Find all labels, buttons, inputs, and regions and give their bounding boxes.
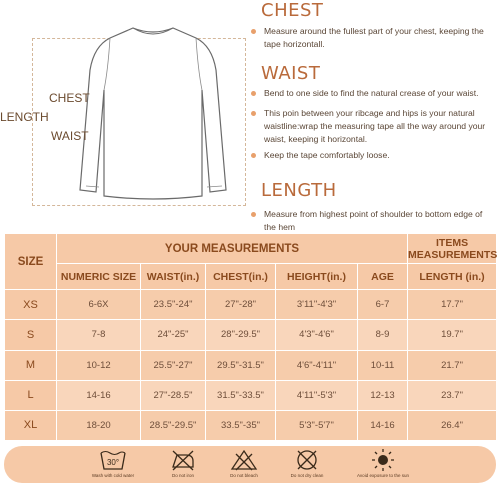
size-cell: L (5, 380, 57, 410)
bullet-dot-icon (251, 29, 256, 34)
measurement-guide (0, 0, 500, 232)
table-row (5, 320, 497, 350)
numeric-cell: 18-20 (57, 410, 141, 440)
size-cell: M (5, 350, 57, 380)
care-label: Wash with cold water (91, 473, 135, 478)
height-cell: 4'6"-4'11" (276, 350, 358, 380)
length-cell: 21.7" (408, 350, 497, 380)
size-cell: XL (5, 410, 57, 440)
length-bullet (252, 208, 496, 234)
care-item-avoid-sun (348, 448, 418, 482)
chest-side-label: CHEST (49, 91, 90, 105)
age-cell: 6-7 (358, 290, 408, 320)
age-cell: 10-11 (358, 350, 408, 380)
age-cell: 14-16 (358, 410, 408, 440)
length-cell: 23.7" (408, 380, 497, 410)
care-label: Do not bleach (230, 473, 258, 478)
chest-cell: 28"-29.5" (206, 320, 276, 350)
your-measurements-header: YOUR MEASUREMENTS (57, 234, 408, 264)
column-header: WAIST(in.) (141, 264, 206, 290)
size-chart-table (4, 233, 496, 441)
chest-title: CHEST (261, 0, 324, 21)
numeric-cell: 10-12 (57, 350, 141, 380)
age-cell: 12-13 (358, 380, 408, 410)
height-cell: 4'11"-5'3" (276, 380, 358, 410)
table-header-row (5, 234, 497, 264)
numeric-cell: 6-6X (57, 290, 141, 320)
avoid-sun-icon (368, 448, 398, 472)
waist-bullet (252, 87, 496, 100)
chest-cell: 31.5"-33.5" (206, 380, 276, 410)
table-row (5, 410, 497, 440)
bullet-dot-icon (251, 111, 256, 116)
size-header: SIZE (5, 234, 57, 290)
care-label: Avoid exposure to the sun (357, 473, 409, 478)
table-row (5, 290, 497, 320)
bullet-text: Measure from highest point of shoulder to bottom edge of the hem (264, 209, 483, 232)
table-subheader-row (5, 264, 497, 290)
care-item-no-iron (148, 448, 218, 482)
waist-title: WAIST (261, 63, 321, 84)
column-header: CHEST(in.) (206, 264, 276, 290)
height-cell: 3'11"-4'3" (276, 290, 358, 320)
waist-side-label: WAIST (51, 129, 89, 143)
numeric-cell: 7-8 (57, 320, 141, 350)
wash-cold-icon (98, 448, 128, 472)
chest-cell: 33.5"-35" (206, 410, 276, 440)
waist-bullet (252, 107, 496, 146)
column-header: HEIGHT(in.) (276, 264, 358, 290)
length-title: LENGTH (261, 180, 337, 201)
chest-bullet (252, 25, 496, 51)
bullet-text: Bend to one side to find the natural crease of your waist. (264, 88, 479, 98)
bullet-dot-icon (251, 212, 256, 217)
no-bleach-icon (229, 448, 259, 472)
length-cell: 19.7" (408, 320, 497, 350)
chest-cell: 29.5"-31.5" (206, 350, 276, 380)
waist-cell: 24"-25" (141, 320, 206, 350)
waist-cell: 27"-28.5" (141, 380, 206, 410)
no-dry-clean-icon (292, 448, 322, 472)
chest-cell: 27"-28" (206, 290, 276, 320)
length-cell: 26.4" (408, 410, 497, 440)
bullet-dot-icon (251, 153, 256, 158)
length-cell: 17.7" (408, 290, 497, 320)
bullet-text: This poin between your ribcage and hips is your natural waistline:wrap the measuring tape all the way around your waist, keeping it horizontal. (264, 108, 486, 144)
age-cell: 8-9 (358, 320, 408, 350)
bullet-text: Measure around the fullest part of your chest, keeping the tape horizontall. (264, 26, 484, 49)
length-side-label: LENGTH (0, 110, 49, 124)
height-cell: 4'3"-4'6" (276, 320, 358, 350)
column-header: AGE (358, 264, 408, 290)
size-table (4, 233, 497, 441)
care-label: Do not dry clean (290, 473, 324, 478)
waist-cell: 25.5"-27" (141, 350, 206, 380)
bullet-text: Keep the tape comfortably loose. (264, 150, 390, 160)
table-row (5, 350, 497, 380)
column-header: NUMERIC SIZE (57, 264, 141, 290)
care-item-no-bleach (209, 448, 279, 482)
bullet-dot-icon (251, 91, 256, 96)
column-header: LENGTH (in.) (408, 264, 497, 290)
no-iron-icon (168, 448, 198, 472)
care-instructions-bar (4, 446, 496, 483)
shirt-outline-icon (78, 20, 228, 200)
table-row (5, 380, 497, 410)
waist-cell: 23.5"-24" (141, 290, 206, 320)
waist-bullet (252, 149, 496, 162)
size-cell: S (5, 320, 57, 350)
numeric-cell: 14-16 (57, 380, 141, 410)
care-item-wash-cold (78, 448, 148, 482)
size-cell: XS (5, 290, 57, 320)
wash-temp-text: 30° (106, 458, 120, 467)
items-measurements-header: ITEMS MEASUREMENTS (408, 234, 497, 264)
care-label: Do not iron (171, 473, 194, 478)
waist-cell: 28.5"-29.5" (141, 410, 206, 440)
care-item-no-dry-clean (272, 448, 342, 482)
height-cell: 5'3"-5'7" (276, 410, 358, 440)
